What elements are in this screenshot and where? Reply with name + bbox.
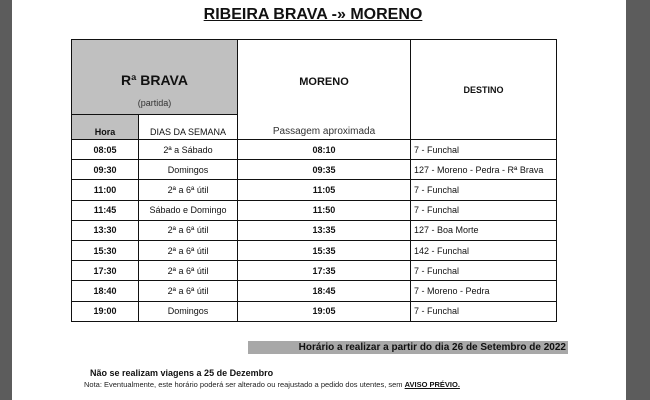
hora-cell: 11:45 [72,200,139,220]
hora-cell: 08:05 [72,140,139,160]
dias-header: DIAS DA SEMANA [139,115,238,140]
hora-cell: 18:40 [72,281,139,301]
footnote-emphasis: AVISO PRÉVIO. [404,380,460,389]
moreno-cell: 11:50 [238,200,411,220]
destino-cell: 7 - Funchal [411,140,557,160]
destino-cell: 142 - Funchal [411,240,557,260]
moreno-cell: 11:05 [238,180,411,200]
dias-cell: 2ª a Sábado [139,140,238,160]
dias-cell: Domingos [139,160,238,180]
moreno-cell: 19:05 [238,301,411,321]
passagem-label: Passagem aproximada [272,126,376,137]
moreno-cell: 18:45 [238,281,411,301]
hora-cell: 15:30 [72,240,139,260]
table-row [72,261,557,281]
destino-cell: 7 - Funchal [411,200,557,220]
destino-cell: 7 - Funchal [411,180,557,200]
dias-cell: 2ª a 6ª útil [139,240,238,260]
hora-cell: 19:00 [72,301,139,321]
destino-cell: 7 - Funchal [411,261,557,281]
dias-cell: 2ª a 6ª útil [139,180,238,200]
table-row [72,200,557,220]
moreno-cell: 17:35 [238,261,411,281]
moreno-label: MORENO [299,76,349,88]
viewer-margin [626,0,650,400]
destino-header: DESTINO [411,40,557,140]
hora-cell: 11:00 [72,180,139,200]
moreno-cell: 08:10 [238,140,411,160]
dias-cell: Sábado e Domingo [139,200,238,220]
header-row [72,40,557,115]
page-title: RIBEIRA BRAVA -» MORENO [203,6,423,23]
table-row [72,180,557,200]
dias-cell: Domingos [139,301,238,321]
dias-cell: 2ª a 6ª útil [139,220,238,240]
table-row [72,301,557,321]
table-row [72,160,557,180]
destino-cell: 7 - Funchal [411,301,557,321]
moreno-header [238,40,411,140]
destino-cell: 7 - Moreno - Pedra [411,281,557,301]
origin-note: (partida) [137,98,172,108]
valid-from-banner: Horário a realizar a partir do dia 26 de Setembro de 2022 [248,341,568,354]
destino-cell: 127 - Moreno - Pedra - Rª Brava [411,160,557,180]
table-row [72,220,557,240]
table-row [72,281,557,301]
hora-cell: 09:30 [72,160,139,180]
origin-header [72,40,238,115]
hora-header: Hora [72,115,139,140]
footnote [84,380,460,389]
table-row [72,240,557,260]
moreno-cell: 09:35 [238,160,411,180]
schedule-table [71,39,557,322]
moreno-cell: 15:35 [238,240,411,260]
dias-cell: 2ª a 6ª útil [139,261,238,281]
footnote-text: Nota: Eventualmente, este horário poderá ser alterado ou reajustado a pedido dos utentes, sem [84,380,405,389]
dias-cell: 2ª a 6ª útil [139,281,238,301]
table-row [72,140,557,160]
origin-name: Rª BRAVA [121,72,188,88]
moreno-cell: 13:35 [238,220,411,240]
destino-cell: 127 - Boa Morte [411,220,557,240]
hora-cell: 13:30 [72,220,139,240]
holiday-notice: Não se realizam viagens a 25 de Dezembro [90,368,274,378]
hora-cell: 17:30 [72,261,139,281]
